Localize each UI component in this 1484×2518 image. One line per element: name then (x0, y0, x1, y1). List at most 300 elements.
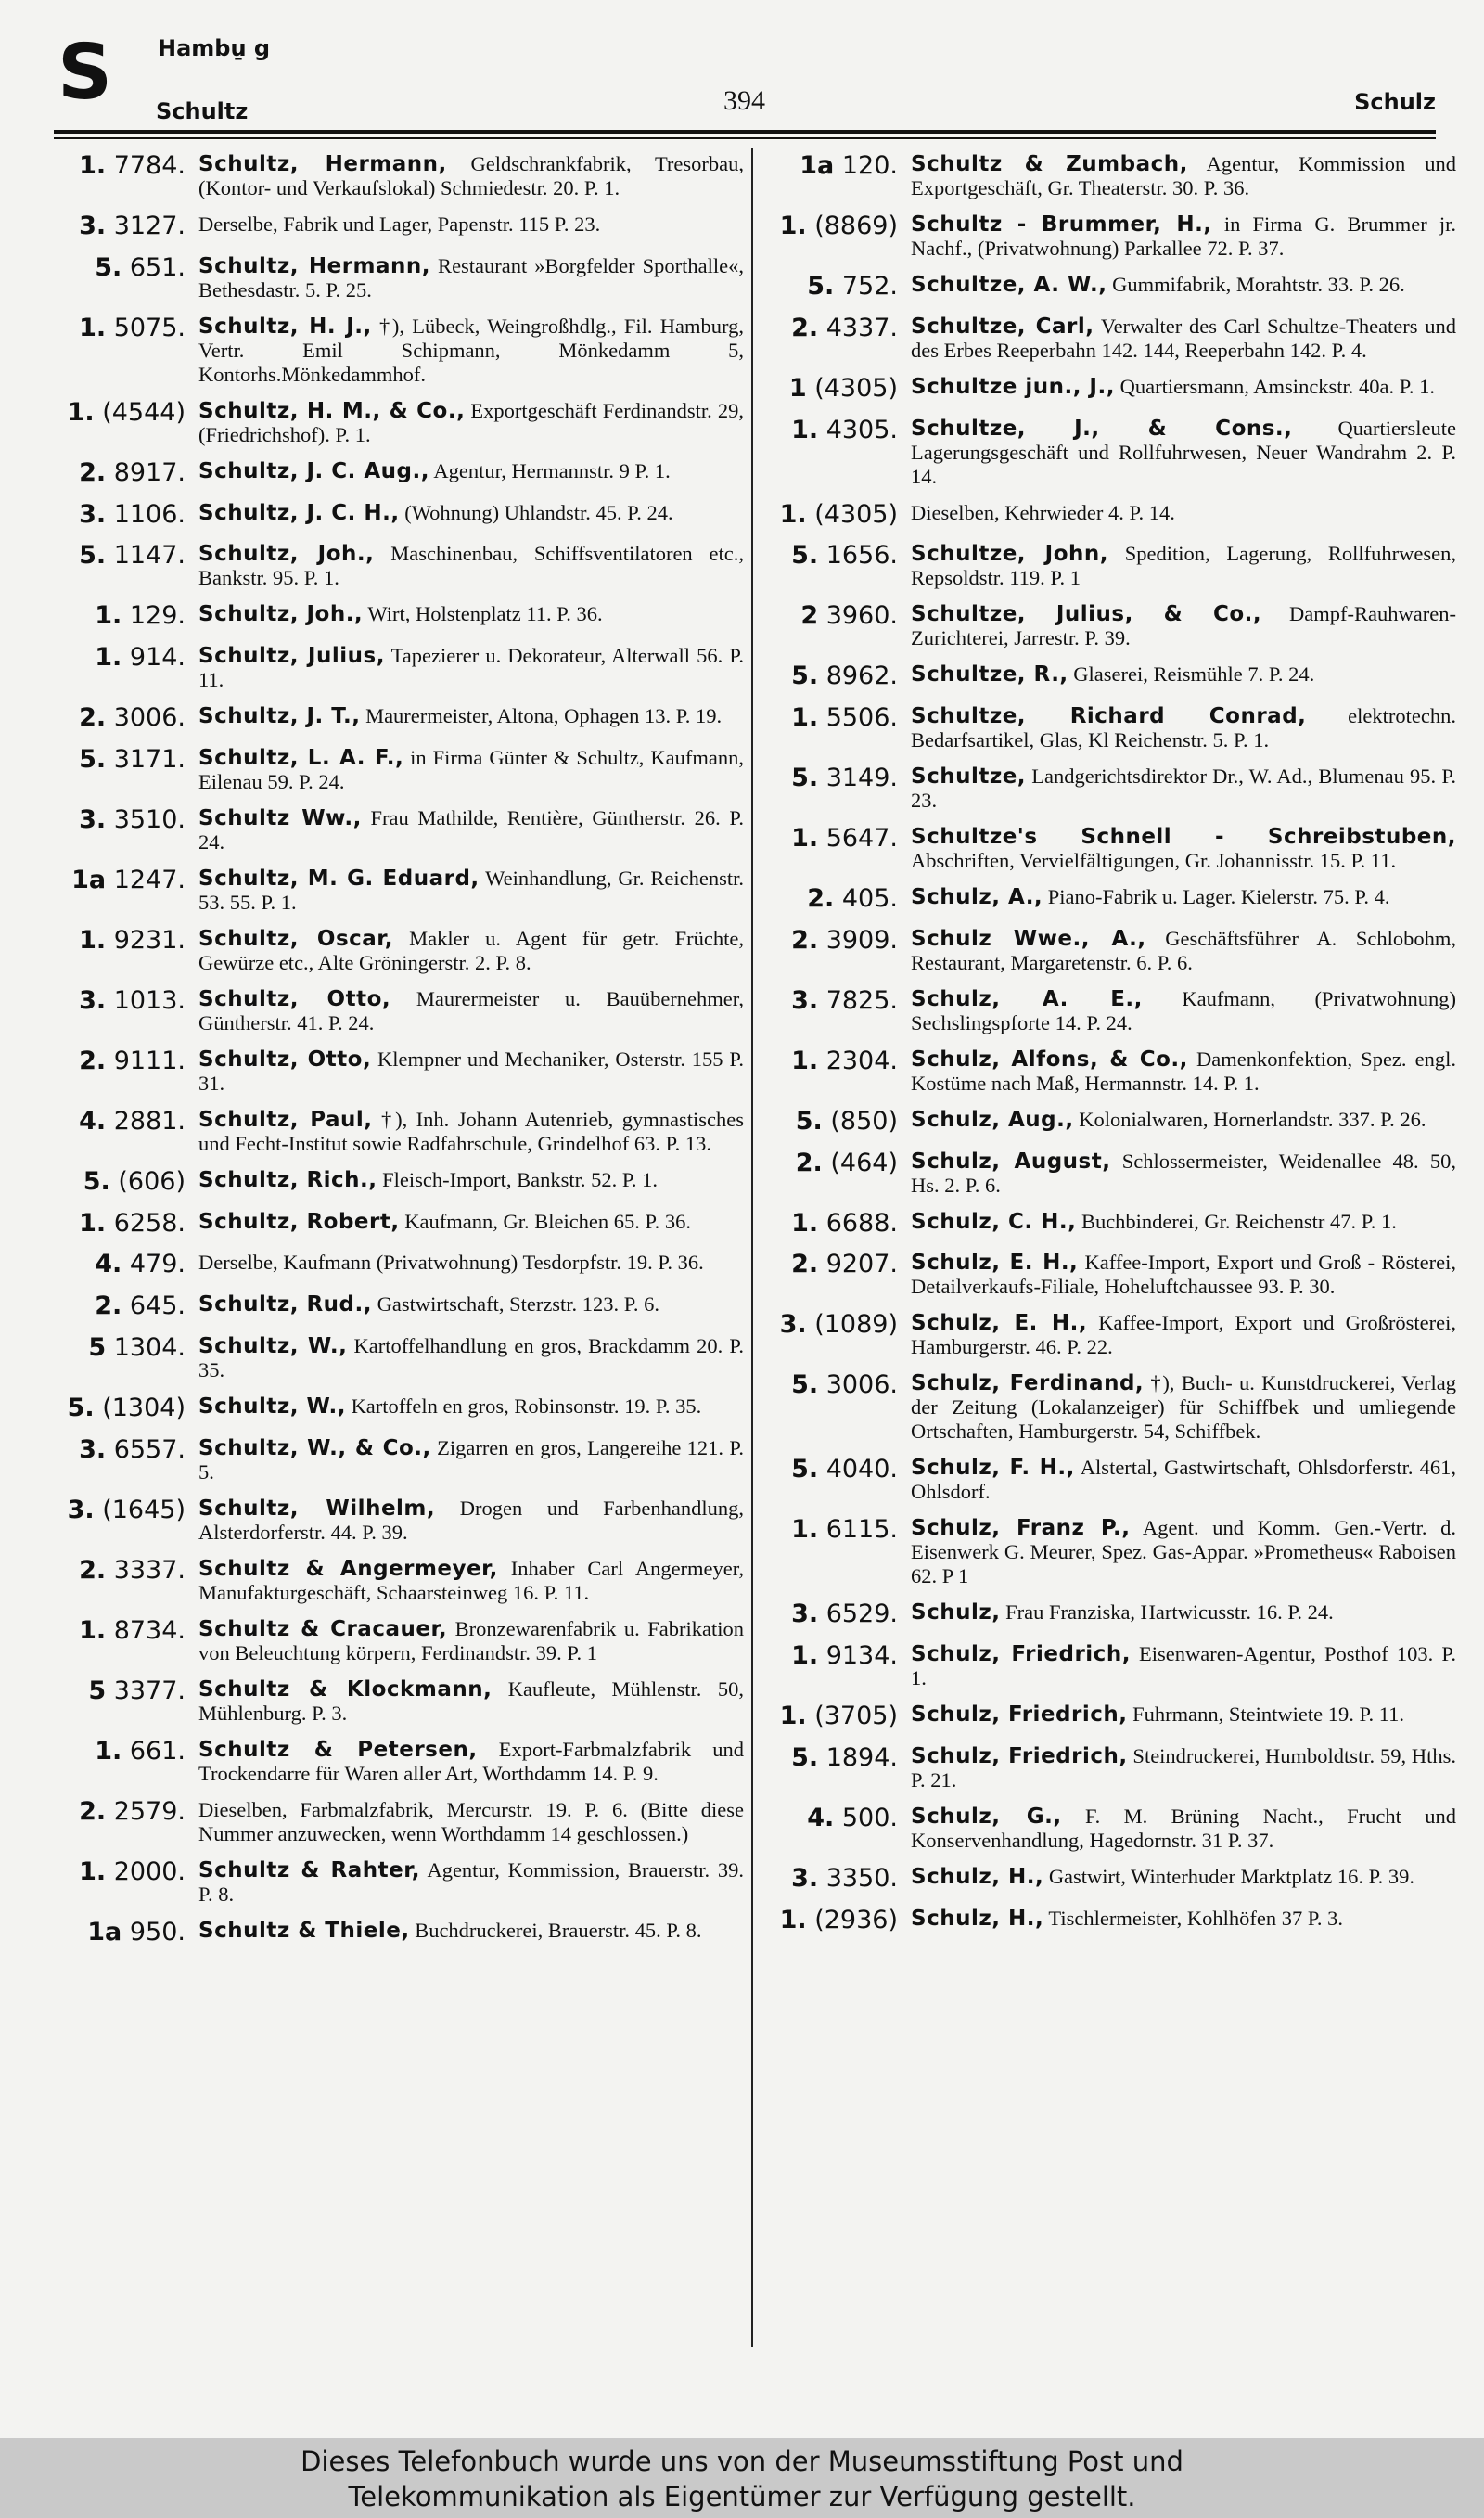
entry-text (198, 540, 744, 590)
subscriber-name: Schultze, Richard Conrad, (911, 704, 1307, 728)
line-number: 7784. (113, 151, 186, 180)
subscriber-details: Steindruckerei, Humboldtstr. 59, Hths. P. 21. (911, 1743, 1457, 1792)
entry-text (198, 1917, 744, 1948)
directory-entry (58, 1106, 744, 1156)
entry-text (198, 457, 744, 489)
exchange-code: 5. (95, 252, 122, 282)
line-number: 6688. (825, 1208, 898, 1238)
phone-number (770, 415, 911, 489)
line-number: 3337. (113, 1555, 186, 1585)
column-divider (751, 148, 753, 2347)
subscriber-name: Schultze, Julius, & Co., (911, 602, 1262, 627)
subscriber-name: Schultz Ww., (198, 805, 362, 830)
exchange-code: 1. (779, 1905, 807, 1934)
phone-number (58, 397, 198, 447)
exchange-code: 3. (79, 212, 107, 240)
subscriber-name: Schulz, G., (911, 1804, 1062, 1829)
directory-entry (770, 1046, 1456, 1096)
directory-entry (770, 1599, 1456, 1630)
phone-number (770, 883, 911, 915)
exchange-code: 2. (791, 925, 819, 955)
phone-number (58, 252, 198, 302)
subscriber-name: Schulz, H., (911, 1906, 1044, 1931)
entry-text (198, 1856, 744, 1907)
exchange-code: 2. (791, 313, 819, 342)
subscriber-name: Schultz, J. C. Aug., (198, 458, 429, 483)
line-number: 9231. (113, 925, 186, 955)
subscriber-details: Gastwirt, Winterhuder Marktplatz 16. P. 39. (1043, 1864, 1415, 1888)
entry-text (198, 252, 744, 302)
directory-entry (770, 150, 1456, 200)
directory-entry (770, 211, 1456, 261)
subscriber-name: Schultz, J. C. H., (198, 500, 400, 525)
entry-text (911, 1369, 1456, 1444)
subscriber-name: Schultz, Otto, (198, 1047, 372, 1072)
line-number: 129. (129, 601, 186, 631)
entry-text (198, 1106, 744, 1156)
subscriber-details: Makler u. Agent für getr. Früchte, Gewürze etc., Alte Gröningerstr. 2. P. 8. (198, 926, 744, 974)
subscriber-details: Bronzewarenfabrik u. Fabrikation von Beleuchtung körpern, Ferdinandstr. 39. P. 1 (198, 1616, 744, 1664)
line-number: 2304. (825, 1046, 898, 1075)
exchange-code: 2. (79, 457, 107, 487)
exchange-code: 5. (83, 1166, 110, 1196)
subscriber-details: Dieselben, Kehrwieder 4. P. 14. (911, 500, 1175, 524)
phone-number (770, 1106, 911, 1137)
subscriber-name: Schulz, H., (911, 1864, 1044, 1889)
entry-text (911, 763, 1456, 813)
directory-entry (770, 1742, 1456, 1792)
entry-text (198, 1796, 744, 1846)
subscriber-name: Schulz, Franz P., (911, 1516, 1131, 1541)
subscriber-name: Schultz & Thiele, (198, 1918, 410, 1943)
directory-entry (58, 642, 744, 692)
line-number: 5647. (825, 824, 898, 853)
exchange-code: 5. (79, 744, 107, 774)
exchange-code: 3. (791, 1599, 819, 1629)
exchange-code: 1. (791, 703, 819, 732)
entry-text (911, 1514, 1456, 1588)
subscriber-name: Schultz, Oscar, (198, 926, 393, 951)
subscriber-name: Schulz, Aug., (911, 1107, 1074, 1132)
subscriber-name: Schultze, (911, 764, 1027, 789)
exchange-code: 5. (795, 1106, 823, 1136)
exchange-code: 3. (79, 1434, 107, 1464)
notice-line-2: Telekommunikation als Eigentümer zur Verfügung gestellt. (348, 2481, 1136, 2512)
entry-text (198, 1291, 744, 1322)
line-number: 4040. (825, 1455, 898, 1484)
line-number: 3350. (825, 1863, 898, 1893)
subscriber-name: Schultz - Brummer, H., (911, 212, 1212, 237)
subscriber-details: in Firma G. Brummer jr. Nachf., (Privatwohnung) Parkallee 72. P. 37. (911, 212, 1456, 260)
exchange-code: 4. (807, 1803, 835, 1832)
subscriber-name: Schultz, Wilhelm, (198, 1496, 436, 1521)
exchange-code: 1. (95, 643, 122, 672)
line-number: 120. (841, 151, 898, 180)
line-number: (1645) (102, 1495, 186, 1524)
phone-number (58, 1736, 198, 1786)
directory-entry (58, 1434, 744, 1484)
entry-text (911, 1249, 1456, 1299)
phone-number (770, 150, 911, 200)
entry-text (198, 1434, 744, 1484)
subscriber-name: Schultze's Schnell - Schreibstuben, (911, 825, 1456, 849)
line-number: (1304) (102, 1393, 186, 1422)
subscriber-name: Schulz, E. H., (911, 1311, 1088, 1336)
phone-number (770, 925, 911, 975)
phone-number (770, 1742, 911, 1792)
phone-number (58, 1208, 198, 1240)
subscriber-name: Schultze, Carl, (911, 314, 1094, 339)
subscriber-details: Spedition, Lagerung, Rollfuhrwesen, Repsoldstr. 119. P. 1 (911, 542, 1457, 590)
directory-entry (58, 1555, 744, 1605)
entry-text (911, 373, 1456, 405)
subscriber-name: Schultz, W., & Co., (198, 1435, 431, 1460)
entry-text (911, 1454, 1456, 1504)
phone-number (770, 985, 911, 1035)
line-number: 405. (841, 884, 898, 913)
subscriber-name: Schultz, Otto, (198, 986, 391, 1011)
phone-number (58, 744, 198, 794)
entry-text (911, 499, 1456, 531)
phone-number (770, 1309, 911, 1359)
exchange-code: 2 (800, 601, 819, 631)
line-number: 1013. (113, 985, 186, 1015)
subscriber-details: Kaffee-Import, Export und Groß - Rösterei, Detailverkaufs-Filiale, Hoheluftchaussee 93. P. 30. (911, 1251, 1456, 1299)
line-number: 8734. (113, 1615, 186, 1645)
subscriber-details: Kolonialwaren, Hornerlandstr. 337. P. 26. (1073, 1107, 1426, 1131)
phone-number (770, 823, 911, 873)
exchange-code: 1. (79, 1615, 107, 1645)
subscriber-details: Inhaber Carl Angermeyer, Manufakturgeschäft, Schaarsteinweg 16. P. 11. (198, 1556, 744, 1604)
header-rule (54, 130, 1436, 134)
directory-entry (770, 1106, 1456, 1137)
exchange-code: 1. (79, 1208, 107, 1238)
subscriber-name: Schultz & Angermeyer, (198, 1556, 498, 1581)
line-number: 4305. (825, 415, 898, 444)
exchange-code: 1a (87, 1917, 122, 1946)
directory-entry (58, 252, 744, 302)
subscriber-details: Maurermeister u. Bauübernehmer, Güntherstr. 41. P. 24. (198, 986, 744, 1034)
subscriber-details: Wirt, Holstenplatz 11. P. 36. (363, 602, 603, 626)
subscriber-details: Glaserei, Reismühle 7. P. 24. (1068, 662, 1315, 687)
entry-text (911, 211, 1456, 261)
subscriber-details: Fuhrmann, Steintwiete 19. P. 11. (1127, 1702, 1405, 1726)
subscriber-name: Schultz, W., (198, 1394, 346, 1419)
subscriber-details: †), Buch- u. Kunstdruckerei, Verlag der Zeitung (Lokalanzeiger) für Schiffbek und umliegende Ortschaften, Hamburgerstr. 54, Schiffbek. (911, 1371, 1456, 1444)
subscriber-details: Export-Farbmalzfabrik und Trockendarre für Waren aller Art, Worthdamm 14. P. 9. (198, 1737, 744, 1785)
directory-entry (770, 313, 1456, 363)
entry-text (198, 211, 744, 242)
entry-text (198, 1736, 744, 1786)
line-number: 645. (129, 1291, 186, 1320)
entry-text (198, 1555, 744, 1605)
line-number: 1106. (113, 499, 186, 529)
exchange-code: 1. (79, 313, 107, 342)
subscriber-details: Weinhandlung, Gr. Reichenstr. 53. 55. P. 1. (198, 866, 744, 914)
exchange-code: 2. (791, 1250, 819, 1279)
subscriber-details: (Wohnung) Uhlandstr. 45. P. 24. (399, 500, 673, 524)
phone-number (770, 1249, 911, 1299)
entry-text (911, 925, 1456, 975)
entry-text (198, 925, 744, 975)
subscriber-name: Schulz Wwe., A., (911, 926, 1146, 951)
subscriber-details: elektrotechn. Bedarfsartikel, Glas, Kl Reichenstr. 5. P. 1. (911, 704, 1456, 752)
subscriber-name: Schulz, Friedrich, (911, 1702, 1128, 1727)
line-number: (1089) (814, 1310, 898, 1340)
phone-number (58, 1046, 198, 1096)
subscriber-name: Schultz, W., (198, 1333, 348, 1358)
entry-text (198, 1676, 744, 1726)
subscriber-details: Gummifabrik, Morahtstr. 33. P. 26. (1107, 273, 1405, 296)
entry-text (911, 271, 1456, 302)
entry-text (198, 702, 744, 734)
line-number: 3510. (113, 804, 186, 834)
directory-entry (770, 373, 1456, 405)
entry-text (911, 1701, 1456, 1732)
directory-entry (58, 313, 744, 387)
line-number: 6529. (825, 1599, 898, 1629)
exchange-code: 5. (791, 541, 819, 571)
line-number: (850) (830, 1106, 898, 1136)
entry-text (911, 1742, 1456, 1792)
exchange-code: 3. (67, 1495, 95, 1524)
directory-entry (58, 1615, 744, 1665)
entry-text (911, 1106, 1456, 1137)
subscriber-name: Schulz, Friedrich, (911, 1743, 1128, 1768)
subscriber-details: Kaufmann, (Privatwohnung) Sechslingspforte 14. P. 24. (911, 986, 1456, 1034)
phone-number (58, 1676, 198, 1726)
exchange-code: 2. (807, 884, 835, 913)
directory-entry (58, 600, 744, 632)
entry-text (911, 1309, 1456, 1359)
line-number: 3127. (113, 212, 186, 240)
line-number: (4305) (814, 499, 898, 529)
subscriber-details: Kartoffeln en gros, Robinsonstr. 19. P. 35. (345, 1394, 702, 1418)
exchange-code: 1. (95, 1736, 122, 1766)
exchange-code: 1. (791, 1208, 819, 1238)
exchange-code: 5. (67, 1393, 95, 1422)
line-number: 752. (841, 272, 898, 301)
entry-text (198, 150, 744, 200)
entry-text (911, 600, 1456, 650)
exchange-code: 1. (67, 397, 95, 427)
subscriber-details: Agentur, Hermannstr. 9 P. 1. (429, 458, 671, 482)
phone-number (58, 804, 198, 854)
exchange-code: 2. (79, 1796, 107, 1826)
directory-entry (58, 1291, 744, 1322)
line-number: 3006. (825, 1370, 898, 1400)
entry-text (198, 1046, 744, 1096)
subscriber-name: Schultz, Rich., (198, 1167, 377, 1192)
phone-number (58, 702, 198, 734)
phone-number (58, 1796, 198, 1846)
exchange-code: 1. (791, 1641, 819, 1670)
directory-entry (58, 1393, 744, 1424)
exchange-code: 1. (779, 1702, 807, 1730)
entry-text (911, 313, 1456, 363)
phone-number (58, 1332, 198, 1382)
line-number: 3006. (113, 703, 186, 732)
directory-entry (770, 883, 1456, 915)
directory-entry (770, 1863, 1456, 1895)
exchange-code: 3. (79, 985, 107, 1015)
line-number: (3705) (814, 1702, 898, 1730)
exchange-code: 1. (791, 1046, 819, 1075)
phone-number (58, 1856, 198, 1907)
subscriber-name: Schulz, A. E., (911, 986, 1143, 1011)
exchange-code: 2. (795, 1148, 823, 1177)
entry-text (198, 1393, 744, 1424)
subscriber-details: Dieselben, Farbmalzfabrik, Mercurstr. 19. P. 6. (Bitte diese Nummer anzuwecken, wenn Worthdamm 14 geschlossen.) (198, 1797, 744, 1845)
line-number: 651. (129, 252, 186, 282)
exchange-code: 5. (791, 1455, 819, 1484)
subscriber-details: Derselbe, Fabrik und Lager, Papenstr. 115 P. 23. (198, 212, 601, 236)
line-number: 1247. (113, 865, 186, 894)
entry-text (198, 1332, 744, 1382)
directory-entry (58, 744, 744, 794)
line-number: (464) (830, 1148, 898, 1177)
phone-number (770, 1599, 911, 1630)
line-number: 3377. (113, 1676, 186, 1705)
exchange-code: 1. (779, 212, 807, 240)
phone-number (58, 1917, 198, 1948)
line-number: 914. (129, 643, 186, 672)
exchange-code: 1. (791, 1515, 819, 1545)
subscriber-name: Schultz, H. J., (198, 314, 372, 339)
subscriber-name: Schultze, A. W., (911, 273, 1107, 297)
entry-text (198, 1208, 744, 1240)
subscriber-details: Gastwirtschaft, Sterzstr. 123. P. 6. (371, 1292, 659, 1316)
line-number: 6557. (113, 1434, 186, 1464)
subscriber-name: Schultz, Julius, (198, 644, 385, 668)
entry-text (198, 865, 744, 915)
subscriber-name: Schultze jun., J., (911, 374, 1115, 399)
entry-text (198, 744, 744, 794)
phone-number (58, 1495, 198, 1545)
phone-number (58, 540, 198, 590)
subscriber-details: Eisenwaren-Agentur, Posthof 103. P. 1. (911, 1642, 1456, 1689)
directory-entry (58, 865, 744, 915)
phone-number (770, 1863, 911, 1895)
subscriber-name: Schultz, Hermann, (198, 253, 431, 278)
subscriber-details: Agentur, Kommission und Exportgeschäft, Gr. Theaterstr. 30. P. 36. (911, 152, 1456, 199)
subscriber-name: Schulz, Alfons, & Co., (911, 1047, 1188, 1072)
subscriber-details: Klempner und Mechaniker, Osterstr. 155 P. 31. (198, 1047, 744, 1095)
directory-entry (58, 1208, 744, 1240)
directory-entry (770, 1309, 1456, 1359)
subscriber-name: Schultze, R., (911, 662, 1068, 687)
line-number: 500. (841, 1803, 898, 1832)
phone-number (770, 661, 911, 692)
line-number: (4544) (102, 397, 186, 427)
entry-text (911, 1905, 1456, 1936)
exchange-code: 5. (791, 1370, 819, 1400)
subscriber-name: Schulz, A., (911, 885, 1043, 909)
line-number: (2936) (814, 1905, 898, 1934)
entry-text (911, 1208, 1456, 1240)
subscriber-name: Schultze, J., & Cons., (911, 416, 1293, 441)
exchange-code: 1. (791, 824, 819, 853)
line-number: 479. (129, 1250, 186, 1279)
phone-number (770, 211, 911, 261)
line-number: 5506. (825, 703, 898, 732)
subscriber-name: Schultz, Joh., (198, 602, 364, 627)
exchange-code: 2. (79, 1555, 107, 1585)
directory-entry (58, 1796, 744, 1846)
directory-entry (770, 271, 1456, 302)
subscriber-name: Schultz & Rahter, (198, 1857, 420, 1882)
subscriber-name: Schultz, Paul, (198, 1107, 373, 1132)
subscriber-details: Frau Mathilde, Rentière, Güntherstr. 26. P. 24. (198, 805, 744, 854)
subscriber-details: Buchbinderei, Gr. Reichenstr 47. P. 1. (1076, 1209, 1397, 1233)
phone-number (770, 1803, 911, 1853)
line-number: 950. (129, 1917, 186, 1946)
directory-entry (58, 1046, 744, 1096)
line-number: 4337. (825, 313, 898, 342)
line-number: 1894. (825, 1742, 898, 1772)
entry-text (198, 313, 744, 387)
subscriber-details: Alstertal, Gastwirtschaft, Ohlsdorferstr. 461, Ohlsdorf. (911, 1456, 1456, 1504)
exchange-code: 5. (807, 272, 835, 301)
subscriber-name: Schulz, Friedrich, (911, 1642, 1131, 1666)
phone-number (58, 1249, 198, 1280)
subscriber-name: Schultz, H. M., & Co., (198, 398, 466, 423)
line-number: 6258. (113, 1208, 186, 1238)
exchange-code: 2. (79, 1046, 107, 1075)
directory-entry (58, 211, 744, 242)
subscriber-details: Fleisch-Import, Bankstr. 52. P. 1. (377, 1167, 659, 1191)
phone-number (58, 1106, 198, 1156)
subscriber-details: Kaufleute, Mühlenstr. 50, Mühlenburg. P. 3. (198, 1677, 744, 1725)
phone-number (770, 763, 911, 813)
entry-text (911, 1803, 1456, 1853)
entry-text (911, 1148, 1456, 1198)
phone-number (58, 1555, 198, 1605)
phone-number (58, 1166, 198, 1198)
directory-entry (770, 1803, 1456, 1853)
entry-text (198, 499, 744, 531)
entry-text (911, 661, 1456, 692)
subscriber-details: Agent. und Komm. Gen.-Vertr. d. Eisenwerk G. Meurer, Spez. Gas-Appar. »Prometheus« Raboisen 62. P 1 (911, 1516, 1456, 1588)
directory-entry (770, 1905, 1456, 1936)
line-number: (606) (118, 1166, 186, 1196)
entry-text (911, 1599, 1456, 1630)
directory-entry (58, 1856, 744, 1907)
subscriber-details: Geldschrankfabrik, Tresorbau, (Kontor- und Verkaufslokal) Schmiedestr. 20. P. 1. (198, 152, 744, 199)
phone-number (58, 1291, 198, 1322)
subscriber-details: Derselbe, Kaufmann (Privatwohnung) Tesdorpfstr. 19. P. 36. (198, 1251, 704, 1275)
line-number: 2000. (113, 1856, 186, 1886)
subscriber-details: Quartiersleute Lagerungsgeschäft und Rollfuhrwesen, Neuer Wandrahm 2. P. 14. (911, 416, 1456, 488)
exchange-code: 5. (791, 662, 819, 691)
exchange-code: 5. (791, 1742, 819, 1772)
header-rule-thin (54, 137, 1436, 139)
directory-entry (58, 1917, 744, 1948)
header-city: Hambu̱ g (158, 35, 271, 61)
phone-number (58, 600, 198, 632)
line-number: 5075. (113, 313, 186, 342)
phone-number (58, 1615, 198, 1665)
subscriber-name: Schultze, John, (911, 542, 1109, 567)
subscriber-details: Geschäftsführer A. Schlobohm, Restaurant, Margaretenstr. 6. P. 6. (911, 926, 1456, 974)
exchange-code: 1. (791, 415, 819, 444)
entry-text (198, 1249, 744, 1280)
entry-text (198, 1615, 744, 1665)
subscriber-details: Piano-Fabrik u. Lager. Kielerstr. 75. P. 4. (1043, 885, 1390, 908)
subscriber-details: F. M. Brüning Nacht., Frucht und Konservenhandlung, Hagedornstr. 31 P. 37. (911, 1804, 1457, 1852)
phone-number (770, 1454, 911, 1504)
subscriber-details: Frau Franziska, Hartwicusstr. 16. P. 24. (1000, 1600, 1334, 1625)
